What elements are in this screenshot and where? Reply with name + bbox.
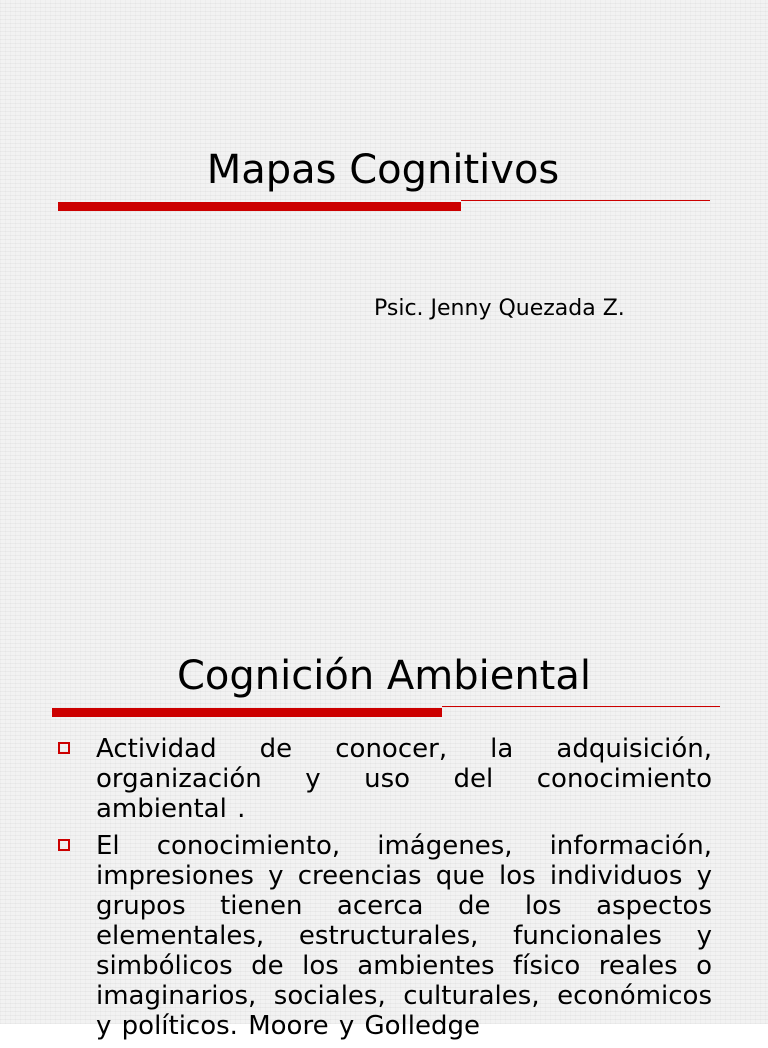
title-underline [58, 200, 710, 210]
bullet-list [54, 734, 712, 1048]
slide-title: Mapas Cognitivos [206, 147, 560, 193]
title-underline-thin [442, 706, 720, 707]
slide-title-page [0, 0, 768, 512]
bullet-text: Actividad de conocer, la adquisición, organización y uso del conocimiento ambiental . [96, 734, 712, 824]
title-underline-thick [52, 708, 442, 717]
hollow-square-bullet-icon [58, 839, 70, 851]
hollow-square-bullet-icon [58, 742, 70, 754]
slide-title: Cognición Ambiental [176, 653, 591, 699]
author-subtitle: Psic. Jenny Quezada Z. [374, 296, 625, 321]
title-underline-thin [461, 200, 710, 201]
bullet-item [54, 831, 712, 1041]
slide-cognicion-ambiental [0, 512, 768, 1041]
bullet-text: El conocimiento, imágenes, información, impresiones y creencias que los individuos y grupos tienen acerca de los aspectos elementales, estructurales, funcionales y simbólicos de los ambientes físico reales o imaginarios, sociales, culturales, económicos y políticos. Moore y Golledge [96, 831, 712, 1041]
title-underline-thick [58, 202, 461, 211]
bullet-item [54, 734, 712, 824]
title-underline [52, 706, 720, 716]
